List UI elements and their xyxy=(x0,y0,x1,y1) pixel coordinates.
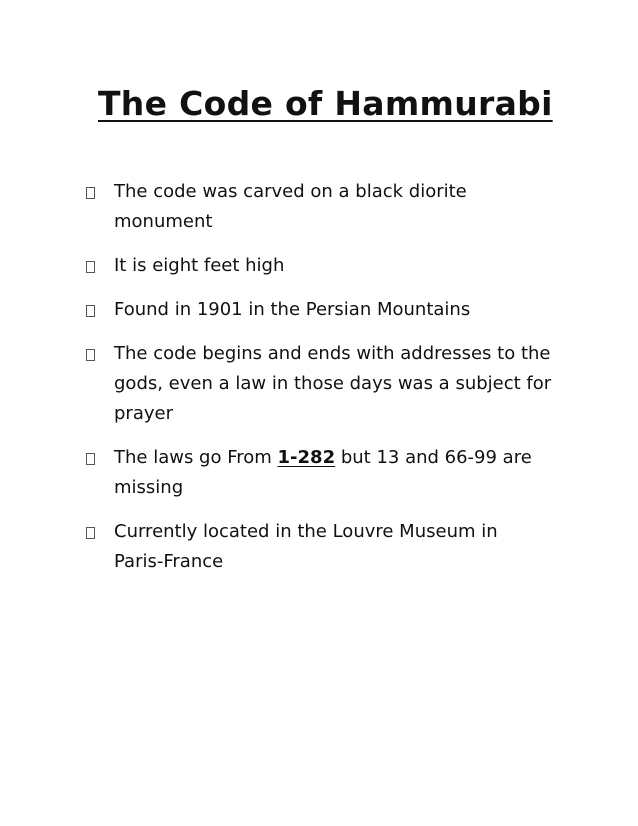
box-bullet-icon xyxy=(86,305,95,317)
bullet-text: The code begins and ends with addresses to the gods, even a law in those days was a subject for prayer xyxy=(114,343,552,424)
box-bullet-icon xyxy=(86,187,95,199)
box-bullet-icon xyxy=(86,261,95,273)
bullet-text: Found in 1901 in the Persian Mountains xyxy=(114,299,471,320)
bullet-text-before: The laws go From xyxy=(114,447,278,468)
bullet-item-addresses xyxy=(82,339,552,429)
bullet-list xyxy=(82,177,552,591)
bullet-text-after: but 13 and 66-99 are missing xyxy=(114,447,532,498)
page-title: The Code of Hammurabi xyxy=(98,84,553,123)
bullet-item-found xyxy=(82,295,552,325)
bullet-item-laws xyxy=(82,443,552,503)
bullet-item-carved xyxy=(82,177,552,237)
bullet-item-location xyxy=(82,517,552,577)
box-bullet-icon xyxy=(86,453,95,465)
bullet-text: Currently located in the Louvre Museum in Paris-France xyxy=(114,521,498,572)
box-bullet-icon xyxy=(86,527,95,539)
bullet-text: It is eight feet high xyxy=(114,255,285,276)
bullet-text: The code was carved on a black diorite monument xyxy=(114,181,467,232)
box-bullet-icon xyxy=(86,349,95,361)
bullet-item-height xyxy=(82,251,552,281)
law-range-emphasis: 1-282 xyxy=(277,447,336,468)
